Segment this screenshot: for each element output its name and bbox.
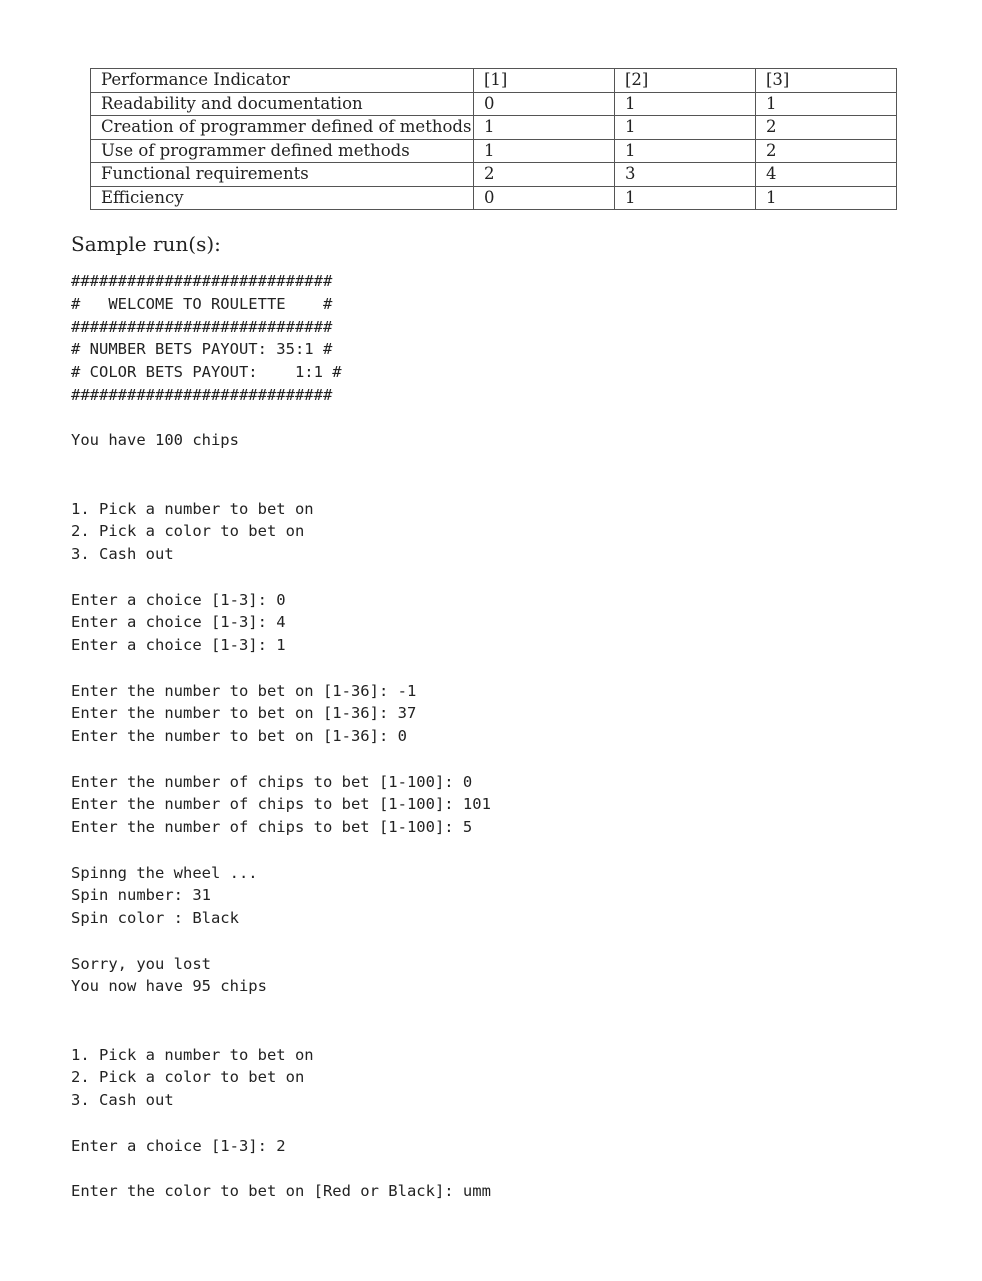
header-level-3: [3] xyxy=(756,69,897,93)
rubric-table xyxy=(90,68,897,210)
row-score-1: 1 xyxy=(474,116,615,140)
console-line: Enter the number of chips to bet [1-100]: 5 xyxy=(71,818,473,836)
row-score-3: 1 xyxy=(756,186,897,210)
console-line: Enter a choice [1-3]: 4 xyxy=(71,613,286,632)
console-line: Enter a choice [1-3]: 2 xyxy=(71,1136,286,1155)
sample-run-console xyxy=(71,270,491,1203)
console-line: Enter a choice [1-3]: 0 xyxy=(71,590,286,609)
console-line: 1. Pick a number to bet on xyxy=(71,1045,314,1064)
rubric-table-body xyxy=(91,69,897,210)
row-label: Use of programmer defined methods xyxy=(91,139,474,163)
console-line: # COLOR BETS PAYOUT: 1:1 # xyxy=(71,363,342,381)
row-label: Efficiency xyxy=(91,186,474,210)
console-line: Enter a choice [1-3]: 1 xyxy=(71,636,286,654)
console-line: # NUMBER BETS PAYOUT: 35:1 # xyxy=(71,340,333,359)
console-line: Spinng the wheel ... xyxy=(71,863,258,882)
row-score-2: 1 xyxy=(615,92,756,116)
row-score-2: 1 xyxy=(615,116,756,140)
table-row xyxy=(91,186,897,210)
console-line: Enter the number of chips to bet [1-100]: 0 xyxy=(71,772,473,791)
row-score-3: 4 xyxy=(756,163,897,187)
table-row xyxy=(91,139,897,163)
row-score-1: 0 xyxy=(474,186,615,210)
row-score-2: 1 xyxy=(615,139,756,163)
row-label: Readability and documentation xyxy=(91,92,474,116)
table-row xyxy=(91,163,897,187)
console-line: Enter the number to bet on [1-36]: 0 xyxy=(71,727,407,745)
table-row xyxy=(91,92,897,116)
console-line: ############################ xyxy=(71,385,333,404)
row-score-1: 2 xyxy=(474,163,615,187)
row-label: Creation of programmer defined of methods xyxy=(91,116,474,140)
console-line: You now have 95 chips xyxy=(71,977,267,996)
console-line: Enter the number to bet on [1-36]: -1 xyxy=(71,681,417,700)
console-line: # WELCOME TO ROULETTE # xyxy=(71,294,333,313)
header-performance-indicator: Performance Indicator xyxy=(91,69,474,93)
console-line: Enter the number to bet on [1-36]: 37 xyxy=(71,704,417,723)
row-score-3: 1 xyxy=(756,92,897,116)
console-line: ############################ xyxy=(71,317,333,336)
section-heading: Sample run(s): xyxy=(71,232,221,256)
row-score-3: 2 xyxy=(756,116,897,140)
console-line: ############################ xyxy=(71,272,333,290)
row-score-2: 3 xyxy=(615,163,756,187)
console-line: 3. Cash out xyxy=(71,545,174,563)
console-line: Spin color : Black xyxy=(71,909,239,927)
row-label: Functional requirements xyxy=(91,163,474,187)
rubric-header-row xyxy=(91,69,897,93)
console-line: Enter the color to bet on [Red or Black]: umm xyxy=(71,1182,491,1200)
console-line: Spin number: 31 xyxy=(71,886,211,905)
console-line: Enter the number of chips to bet [1-100]: 101 xyxy=(71,795,491,814)
console-line: 2. Pick a color to bet on xyxy=(71,1068,305,1087)
row-score-1: 0 xyxy=(474,92,615,116)
table-row xyxy=(91,116,897,140)
console-line: 1. Pick a number to bet on xyxy=(71,499,314,518)
header-level-1: [1] xyxy=(474,69,615,93)
console-line: 3. Cash out xyxy=(71,1091,174,1109)
row-score-2: 1 xyxy=(615,186,756,210)
console-line: 2. Pick a color to bet on xyxy=(71,522,305,541)
header-level-2: [2] xyxy=(615,69,756,93)
row-score-1: 1 xyxy=(474,139,615,163)
console-line: Sorry, you lost xyxy=(71,954,211,973)
console-line: You have 100 chips xyxy=(71,431,239,450)
row-score-3: 2 xyxy=(756,139,897,163)
